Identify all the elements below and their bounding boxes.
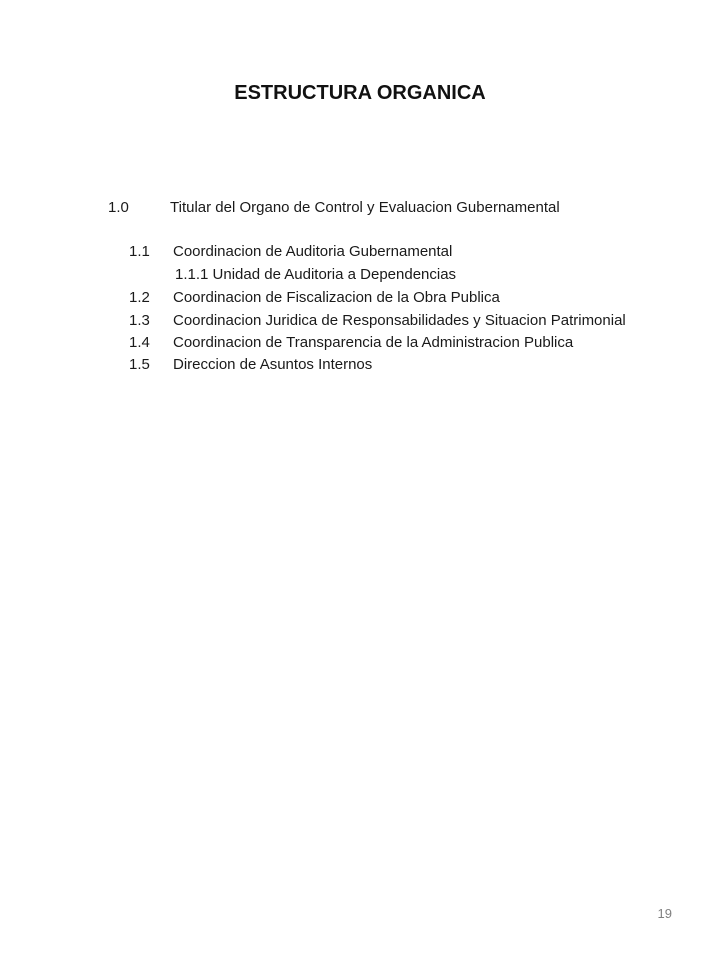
entry-label: Unidad de Auditoria a Dependencias	[212, 266, 457, 283]
org-entry-fiscalizacion	[129, 288, 500, 308]
org-entry-auditoria	[129, 242, 452, 262]
entry-label: Coordinacion Juridica de Responsabilidades y Situacion Patrimonial	[173, 312, 626, 329]
org-entry-transparencia	[129, 333, 573, 353]
entry-number: 1.1.1	[175, 266, 209, 283]
entry-label: Coordinacion de Fiscalizacion de la Obra Publica	[173, 289, 500, 306]
org-entry-asuntos-internos	[129, 355, 372, 375]
page-number: 19	[657, 906, 672, 921]
org-entry-unidad-auditoria	[175, 265, 456, 285]
entry-number: 1.4	[129, 334, 150, 351]
entry-number: 1.2	[129, 289, 150, 306]
document-title: ESTRUCTURA ORGANICA	[234, 82, 486, 104]
entry-number: 1.1	[129, 243, 150, 260]
entry-number: 1.3	[129, 312, 150, 329]
entry-label: Titular del Organo de Control y Evaluacion Gubernamental	[170, 199, 560, 216]
org-entry-titular	[108, 198, 560, 218]
entry-label: Coordinacion de Auditoria Gubernamental	[173, 243, 453, 260]
entry-label: Coordinacion de Transparencia de la Administracion Publica	[173, 334, 574, 351]
entry-number: 1.5	[129, 356, 150, 373]
entry-number: 1.0	[108, 199, 129, 216]
entry-label: Direccion de Asuntos Internos	[173, 356, 373, 373]
org-entry-juridica	[129, 311, 626, 331]
